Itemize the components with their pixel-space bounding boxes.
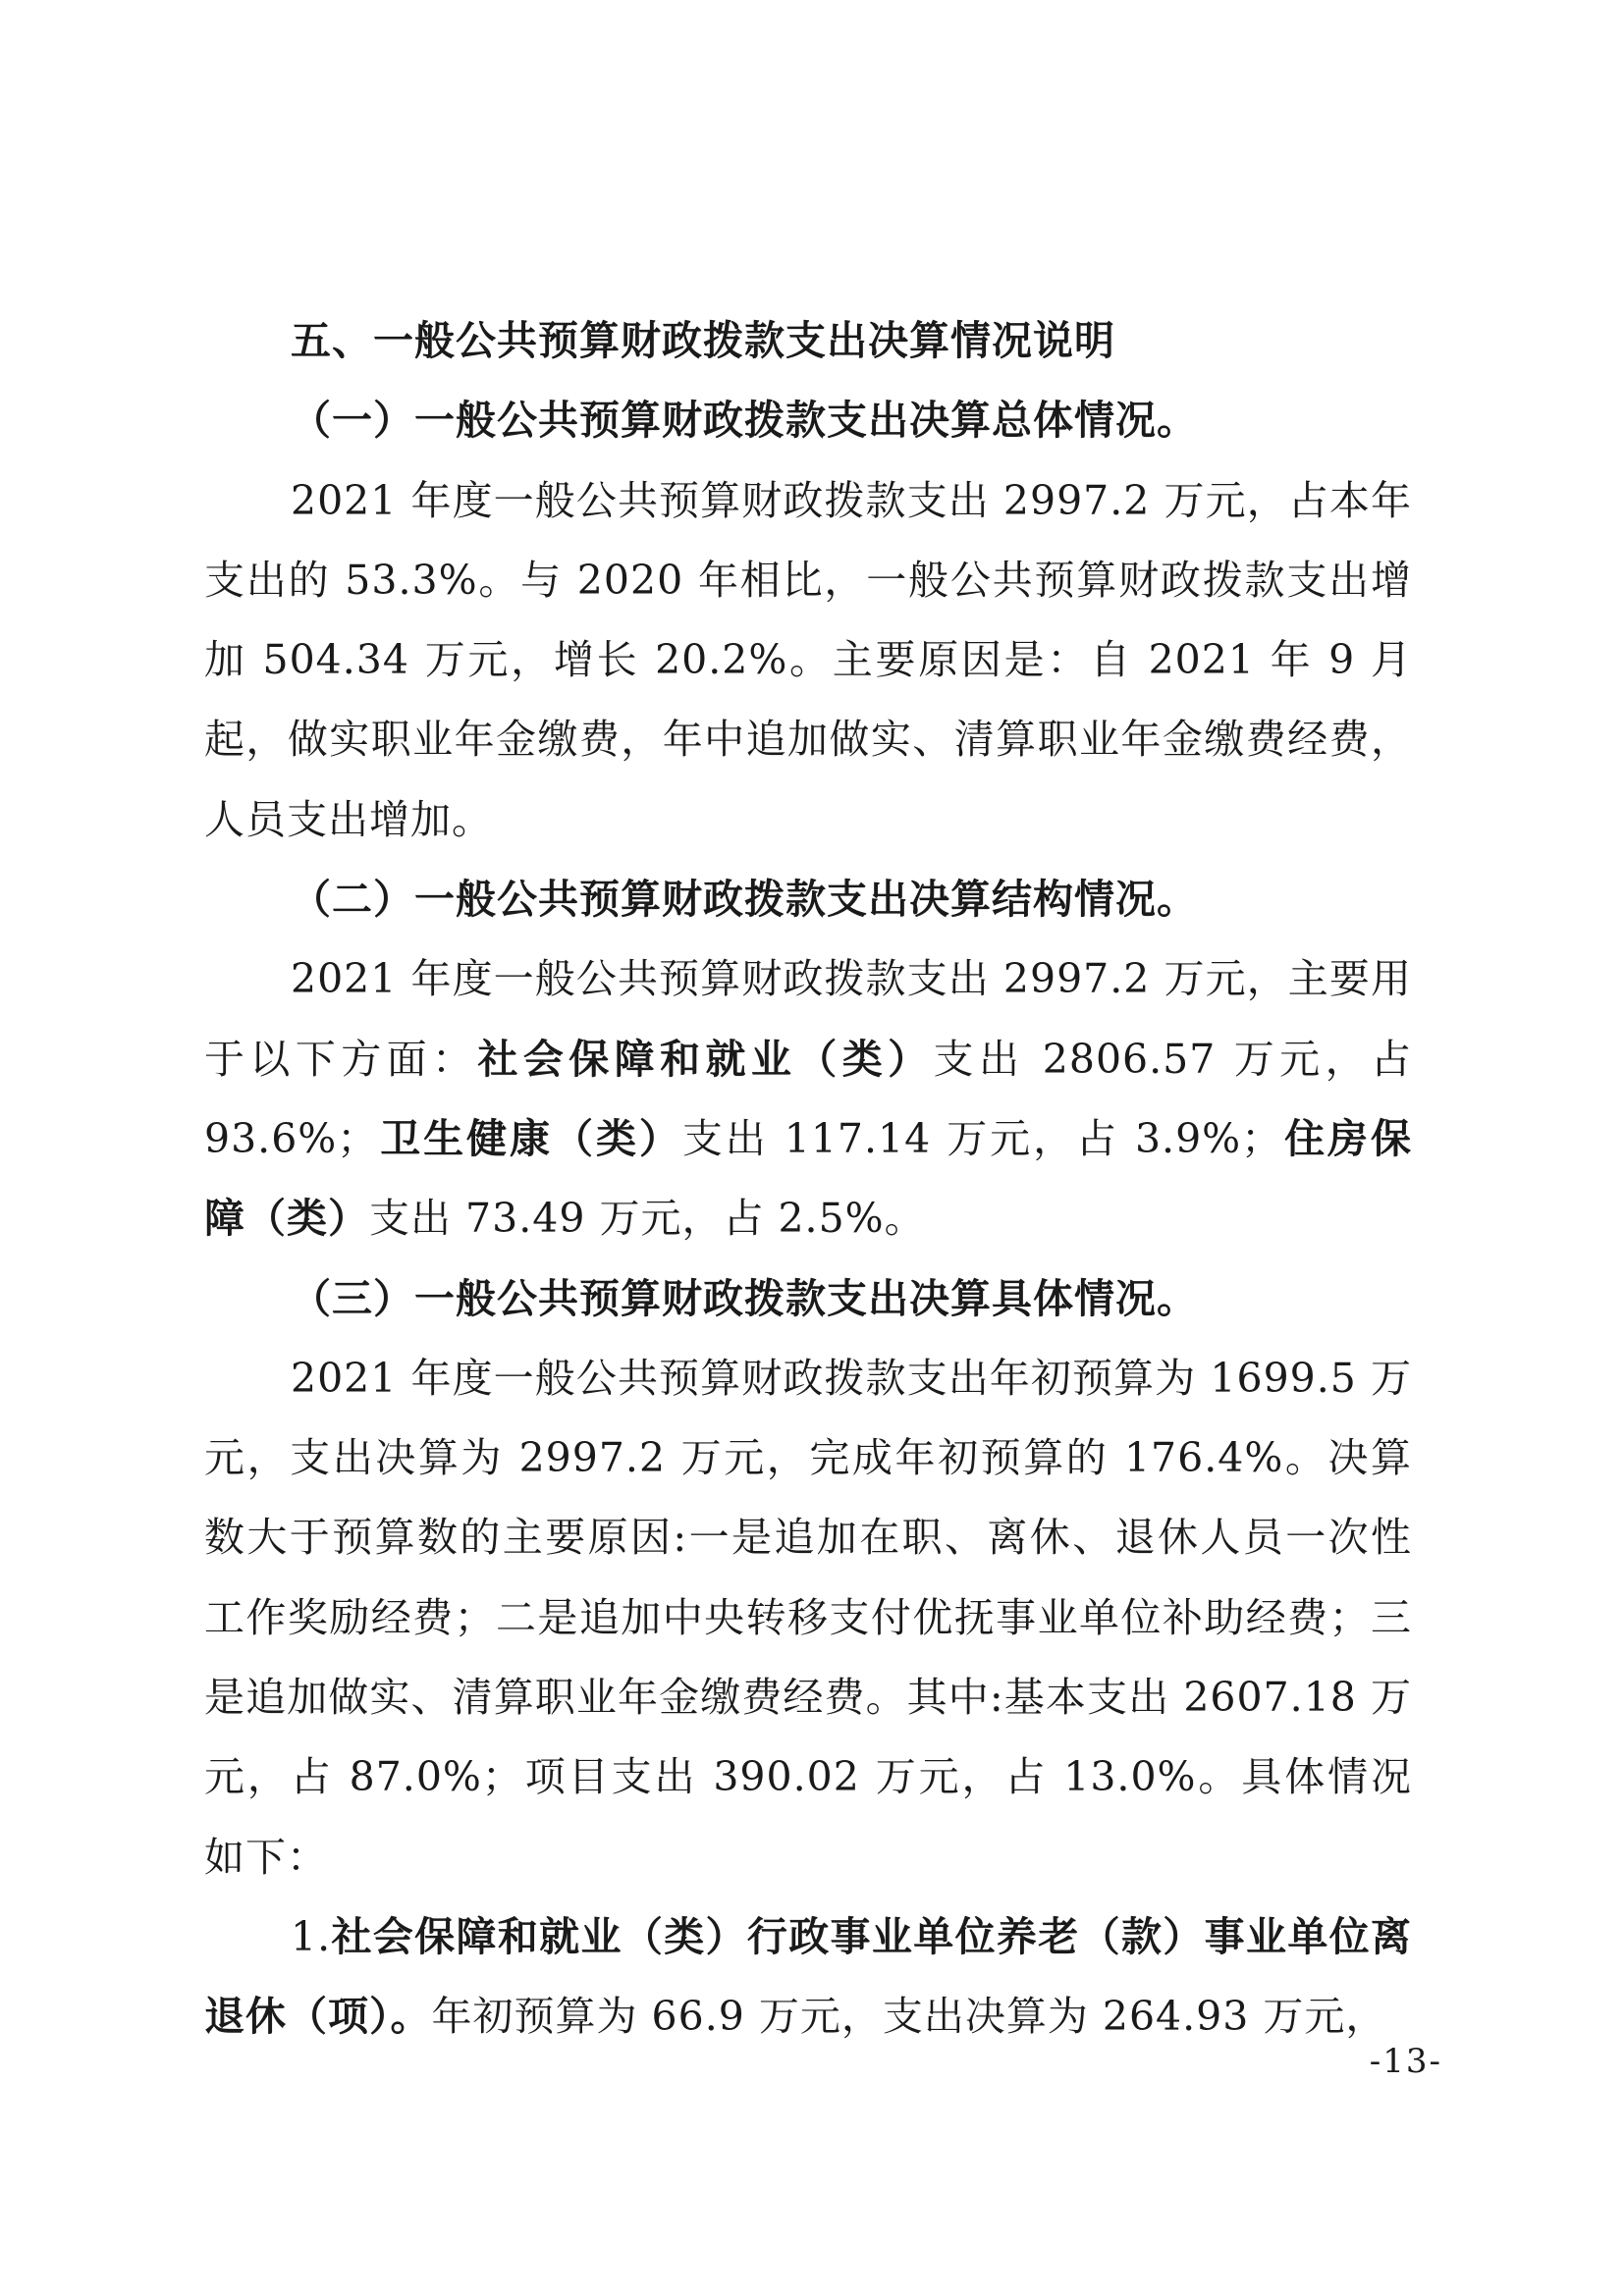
paragraph-details: 2021 年度一般公共预算财政拨款支出年初预算为 1699.5 万元，支出决算为 2997.2 万元，完成年初预算的 176.4%。决算数大于预算数的主要原因:一是追加在职、离休、退休人员一次性工作奖励经费；二是追加中央转移支付优抚事业单位补助经费；三是追加做实、清算职业年金缴费经费。其中:基本支出 2607.18 万元，占 87.0%；项目支出 390.02 万元，占 13.0%。具体情况如下：	[204, 1354, 1412, 1881]
subsection-heading-2: （二）一般公共预算财政拨款支出决算结构情况。	[291, 876, 1198, 924]
subsection-heading-3: （三）一般公共预算财政拨款支出决算具体情况。	[291, 1274, 1198, 1322]
category-health: 卫生健康（类）	[378, 1114, 682, 1162]
item-1-number: 1.	[291, 1912, 332, 1960]
category-housing: 住房保障（类）	[204, 1114, 1412, 1243]
category-social-security: 社会保障和就业（类）	[477, 1035, 934, 1083]
structure-health-amount: 支出 117.14 万元，占 3.9%；	[681, 1114, 1283, 1162]
page-content	[204, 301, 1412, 2057]
section-title: 五、一般公共预算财政拨款支出决算情况说明	[291, 317, 1115, 364]
item-1-title: 社会保障和就业（类）行政事业单位养老（款）事业单位离退休（项）。	[204, 1912, 1412, 2041]
structure-intro: 2021 年度一般公共预算财政拨款支出 2997.2 万元，主要用于以下方面：	[204, 955, 1412, 1083]
paragraph-item-1	[204, 1897, 1412, 2057]
paragraph-overall: 2021 年度一般公共预算财政拨款支出 2997.2 万元，占本年支出的 53.3%。与 2020 年相比，一般公共预算财政拨款支出增加 504.34 万元，增长 20.2%。主要原因是：自 2021 年 9 月起，做实职业年金缴费，年中追加做实、清算职业年金缴费经费，人员支出增加。	[204, 476, 1412, 843]
item-1-body: 年初预算为 66.9 万元，支出决算为 264.93 万元，	[431, 1993, 1387, 2041]
paragraph-structure	[204, 939, 1412, 1258]
structure-social-security-amount: 支出 2806.57 万元，占 93.6%；	[204, 1035, 1412, 1162]
structure-housing-amount: 支出 73.49 万元，占 2.5%。	[369, 1195, 926, 1243]
subsection-heading-1: （一）一般公共预算财政拨款支出决算总体情况。	[291, 397, 1198, 445]
page-number: -13-	[1369, 2042, 1442, 2081]
